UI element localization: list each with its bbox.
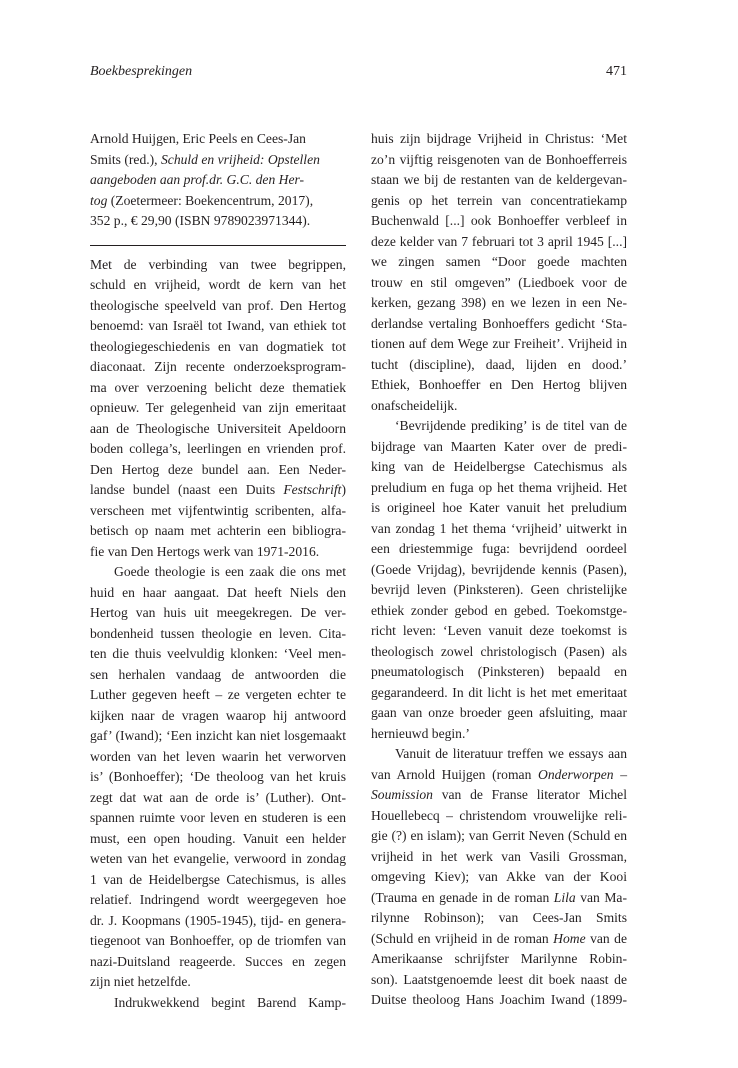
left-column-text-line: schuld en vrijheid, wordt de kern van het — [90, 277, 346, 292]
left-column-text-line: dr. J. Koopmans (1905-1945), tijd- en genera- — [90, 912, 346, 928]
left-column-text-line: ten die thuis veelvuldig klonken: ‘Veel men- — [90, 646, 346, 661]
right-column-text-line: ‘Bevrijdende prediking’ is de titel van de — [395, 418, 627, 433]
left-column-text-line: benoemd: van Israël tot Iwand, van ethiek tot — [90, 318, 346, 333]
left-column-text-line: landse bundel (naast een Duits Festschrift) — [90, 482, 346, 497]
right-column-text-line: derlandse vertaling Bonhoeffers gedicht ‘Sta- — [371, 315, 627, 331]
right-column-text-line: huis zijn bijdrage Vrijheid in Christus: ‘Met — [371, 131, 627, 146]
left-column-text-line: aangeboden aan prof.dr. G.C. den Her- — [90, 172, 305, 187]
running-title: Boekbesprekingen — [90, 64, 193, 79]
left-column-text-line: weten van het evangelie, verwoord in zondag — [90, 851, 346, 866]
left-column-text-line: tiegenoot van Bonhoeffer, op de triomfen van — [90, 933, 346, 948]
right-column-text-line: (Trauma en genade in de roman Lila van Ma- — [371, 889, 627, 905]
right-column-text-line: onafscheidelijk. — [371, 397, 458, 413]
right-column-text-line: son). Laatstgenoemde leest dit boek naast de — [371, 971, 627, 987]
right-column-text-line: theologisch zowel christologisch (Pasen) als — [371, 643, 627, 659]
right-column-text-line: we zingen samen “Door goede machten — [371, 254, 627, 269]
left-column-text-line: opnieuw. Ter gelegenheid van zijn emeritaat — [90, 400, 346, 415]
left-column-text-line: 352 p., € 29,90 (ISBN 9789023971344). — [90, 213, 311, 228]
left-column-text-line: 1 van de Heidelbergse Catechismus, is alles — [90, 871, 346, 887]
right-column-text-line: tucht (discipline), daad, lijden en dood.’ — [371, 356, 627, 372]
right-column-text-line: van zondag 1 het thema ‘vrijheid’ uitwerkt in — [371, 520, 627, 536]
right-column-text-line: Amerikaanse schrijfster Marilynne Robin- — [371, 951, 627, 966]
left-column-text-line: sen herhalen vandaag de antwoorden die — [90, 666, 346, 682]
right-column-text-line: gaan van onze broeder geen afsluiting, maar — [371, 705, 627, 720]
right-column-text-line: pneumatologisch (Pinksteren) bepaald en — [371, 664, 627, 679]
left-column-text-line: bondenheid tussen theologie en leven. Cita- — [90, 625, 346, 641]
left-column-text-line: kijken naar de vragen waarop hij antwoord — [90, 707, 346, 723]
left-column-text-line: gaf’ (Iwand); ‘Een inzicht kan niet losgemaakt — [90, 728, 346, 743]
right-column-text-line: gie (?) en islam); van Gerrit Neven (Schuld en — [371, 828, 627, 843]
left-column-text-line: must, een open houding. Vanuit een helder — [90, 830, 346, 846]
left-column-text-line: Arnold Huijgen, Eric Peels en Cees-Jan — [90, 131, 306, 146]
right-column-text-line: (Schuld en vrijheid in de roman Home van de — [371, 930, 627, 946]
right-column-text-line: Buchenwald [...] ook Bonhoeffer verbleef in — [371, 213, 627, 228]
left-column-text-line: zegt dat wat aan de orde is’ (Luther). Ont- — [90, 789, 346, 805]
right-column-text-line: Duitse theoloog Hans Joachim Iwand (1899- — [371, 992, 627, 1007]
right-column-text-line: Vanuit de literatuur treffen we essays aan — [395, 746, 627, 761]
left-column-text-line: Den Hertog deze bundel aan. Een Neder- — [90, 461, 346, 477]
right-column-text-line: Houellebecq – christendom vrouwelijke reli- — [371, 807, 627, 823]
left-column-text-line: theologiegeschiedenis en van dogmatiek tot — [90, 338, 346, 354]
right-column-text-line: hernieuwd begin.’ — [371, 725, 470, 741]
left-column-text-line: Indrukwekkend begint Barend Kamp- — [114, 994, 346, 1010]
left-column-text-line: Met de verbinding van twee begrippen, — [90, 256, 346, 272]
right-column-text-line: tionen auf dem Wege zur Freiheit’. Vrijheid in — [371, 336, 627, 351]
right-column-text-line: rilynne Robinson); van Cees-Jan Smits — [371, 910, 627, 925]
right-column-text-line: omgeving Kiev); van Akke van der Kooi — [371, 869, 627, 884]
right-column-text-line: preludium en fuga op het thema vrijheid. Het — [371, 479, 627, 495]
right-column-text-line: staan we bij de restanten van de keldergevan- — [371, 172, 627, 187]
left-column-text-line: diaconaat. Zijn recente onderzoeksprogram- — [90, 359, 346, 374]
right-column-text-line: deze kelder van 7 februari tot 3 april 1945 [...] — [371, 233, 627, 249]
left-column-text-line: is’ (Bonhoeffer); ‘De theoloog van het kruis — [90, 769, 346, 784]
left-column-text-line: boden collega’s, leerlingen en vrienden prof. — [90, 441, 346, 456]
page-number: 471 — [606, 64, 627, 79]
right-column-text-line: Soumission van de Franse literator Michel — [371, 787, 627, 802]
left-column-text-line: fie van Den Hertogs werk van 1971-2016. — [90, 543, 320, 559]
right-column-text-line: zo’n vijftig reisgenoten van de Bonhoefferreis — [371, 151, 627, 167]
right-column-text-line: genis op het terrein van concentratiekamp — [371, 192, 627, 208]
right-column-text-line: is origineel hoe Kater vanuit het preludium — [371, 500, 627, 515]
citation-divider — [90, 245, 346, 246]
left-column-text-line: worden van het leven waarin het verworven — [90, 748, 346, 764]
left-column — [90, 129, 346, 1013]
left-column-text-line: Hertog van huis uit meegekregen. De ver- — [90, 605, 346, 620]
left-column-text-line: Smits (red.), Schuld en vrijheid: Opstellen — [90, 151, 320, 167]
right-column-text-line: (Goede Vrijdag), bevrijdende kennis (Pasen), — [371, 561, 627, 577]
left-column-text-line: verscheen met vijfentwintig scribenten, alfa- — [90, 502, 346, 518]
right-column-text-line: king van de Heidelbergse Catechismus als — [371, 459, 627, 474]
right-column-text-line: trouw en stil omgeven” (Liedboek voor de — [371, 274, 627, 290]
left-column-text-line: Goede theologie is een zaak die ons met — [114, 564, 346, 579]
right-column-text-line: kerken, gezang 398) en we lezen in een Ne- — [371, 295, 627, 310]
right-column-text-line: bijdrage van Maarten Kater over de predi- — [371, 438, 627, 454]
left-column-text-line: betisch op naam met achterin een bibliogra- — [90, 523, 346, 538]
right-column-text-line: gegarandeerd. In dit licht is het met emeritaat — [371, 684, 627, 700]
right-column-text-line: ethiek zonder gebod en gebed. Toekomstge- — [371, 602, 627, 618]
left-column-text-line: huid en haar aangaat. Dat heeft Niels den — [90, 584, 346, 600]
left-column-text-line: nazi-Duitsland reageerde. Succes en zegen — [90, 953, 346, 969]
right-column — [371, 129, 627, 1011]
left-column-text-line: spannen ruimte voor leven en studeren is een — [90, 810, 346, 825]
left-column-text-line: aan de Theologische Universiteit Apeldoorn — [90, 420, 346, 436]
left-column-text-line: theologische speelveld van prof. Den Hertog — [90, 297, 346, 313]
right-column-text-line: bevrijd leven (Pinksteren). Geen christelijke — [371, 582, 627, 597]
left-column-text-line: ma over verzoening belicht deze thematiek — [90, 379, 346, 395]
right-column-text-line: richt leven: ‘Leven vanuit deze toekomst is — [371, 623, 627, 638]
left-column-text-line: Luther gegeven heeft – ze vergeten echter te — [90, 687, 346, 702]
right-column-text-line: van Arnold Huijgen (roman Onderworpen – — [371, 766, 627, 782]
right-column-text-line: een driestemmige fuga: bevrijdend oordeel — [371, 541, 627, 556]
right-column-text-line: vrijheid in het werk van Vasili Grossman, — [371, 848, 627, 864]
left-column-text-line: zijn niet hetzelfde. — [90, 974, 191, 989]
left-column-text-line: tog (Zoetermeer: Boekencentrum, 2017), — [90, 192, 314, 208]
right-column-text-line: Ethiek, Bonhoeffer en Den Hertog blijven — [371, 377, 627, 392]
left-column-text-line: relatief. Indringend wordt weergegeven hoe — [90, 892, 346, 907]
